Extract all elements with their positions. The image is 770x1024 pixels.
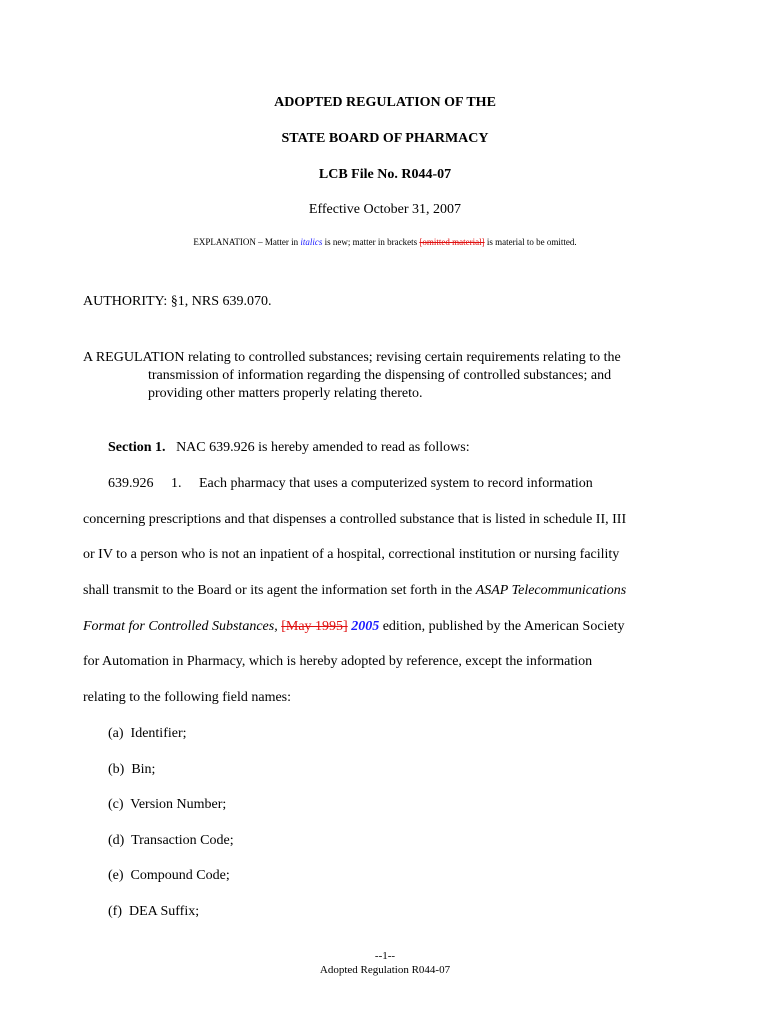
summary-line-2: transmission of information regarding the dispensing of controlled substances; and [148,368,612,383]
page-number: --1-- [374,950,396,962]
effective-date: Effective October 31, 2007 [308,202,462,217]
list-item: (a) Identifier; [108,726,187,741]
file-number: LCB File No. R044-07 [318,167,452,182]
list-item: (c) Version Number; [108,797,227,812]
body-line-5-comma: , [274,619,278,634]
section-text: NAC 639.926 is hereby amended to read as follows: [176,440,470,455]
list-item: (b) Bin; [108,762,156,777]
section-1 [108,440,470,456]
body-line-1: 639.926 1. Each pharmacy that uses a computerized system to record information [108,476,593,491]
body-line-5 [83,619,625,635]
body-line-4-title: ASAP Telecommunications [475,583,627,598]
explanation-line [0,237,770,247]
title-line-1: ADOPTED REGULATION OF THE [274,95,496,110]
list-item: (f) DEA Suffix; [108,904,200,919]
body-line-6: for Automation in Pharmacy, which is hereby adopted by reference, except the information [83,654,593,669]
explanation-suffix: is material to be omitted. [486,237,577,247]
explanation-prefix: EXPLANATION – Matter in [193,237,299,247]
explanation-middle: is new; matter in brackets [324,237,418,247]
deleted-text: [May 1995] [281,619,348,634]
title-line-2: STATE BOARD OF PHARMACY [281,131,489,146]
list-item: (e) Compound Code; [108,868,230,883]
body-line-2: concerning prescriptions and that dispenses a controlled substance that is listed in schedule II, III [83,512,627,527]
body-line-5-text: edition, published by the American Society [382,619,625,634]
body-line-5-title: Format for Controlled Substances [83,619,275,634]
footer-label: Adopted Regulation R044-07 [319,964,451,976]
body-line-4-text: shall transmit to the Board or its agent the information set forth in the [83,583,473,598]
explanation-omitted: [omitted material] [419,237,485,247]
explanation-italics: italics [300,237,323,247]
body-line-4 [83,583,626,599]
body-line-3: or IV to a person who is not an inpatient of a hospital, correctional institution or nursing facility [83,547,620,562]
new-text: 2005 [351,619,380,634]
body-line-7: relating to the following field names: [83,690,292,705]
summary-line-1: A REGULATION relating to controlled substances; revising certain requirements relating to the [83,350,621,365]
authority: AUTHORITY: §1, NRS 639.070. [83,294,272,309]
list-item: (d) Transaction Code; [108,833,234,848]
section-label: Section 1. [108,440,166,455]
summary-line-3: providing other matters properly relating thereto. [148,386,423,401]
